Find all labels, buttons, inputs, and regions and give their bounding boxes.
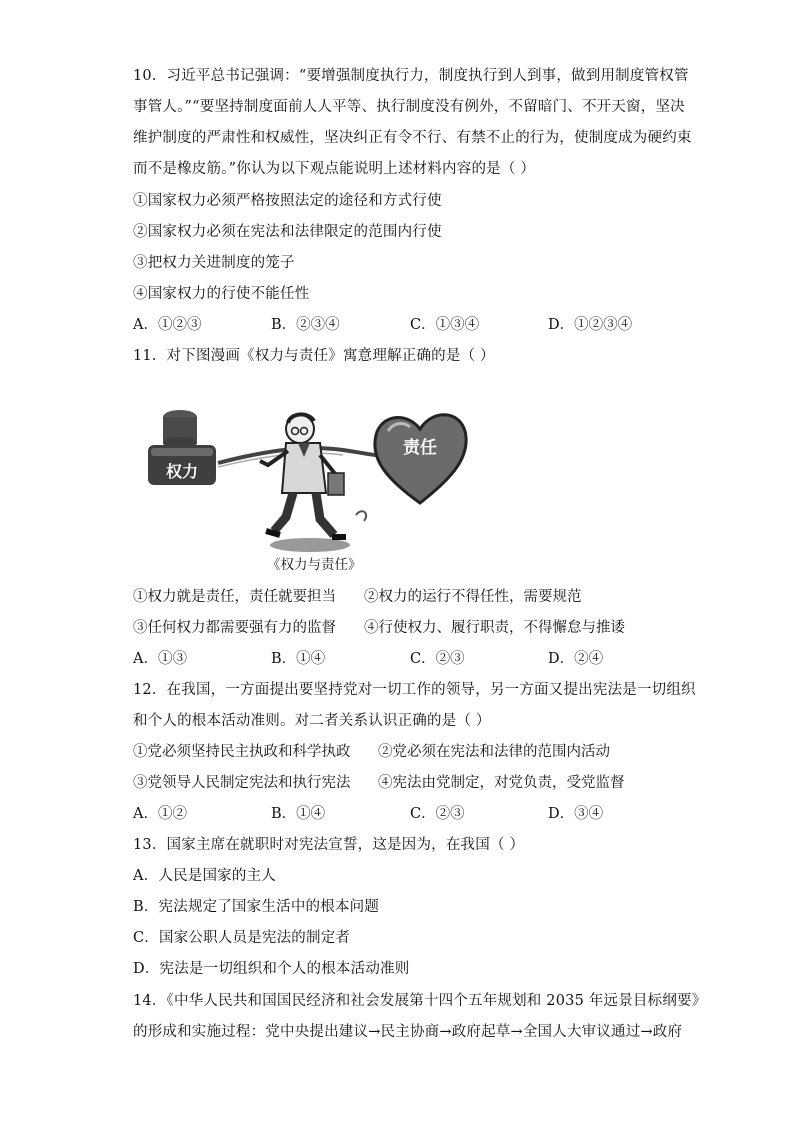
q12-choice-c: C．②③ (410, 806, 465, 822)
q12-statement-1: ①党必须坚持民主执政和科学执政 (133, 744, 351, 760)
q12-stem-line-1: 12．在我国，一方面提出要坚持党对一切工作的领导，另一方面又提出宪法是一切组织 (133, 682, 696, 698)
q12-choice-d: D．③④ (548, 806, 604, 822)
q10-statement-4: ④国家权力的行使不能任性 (133, 286, 310, 302)
q10-choice-a: A．①②③ (133, 317, 202, 333)
q10-choice-d: D．①②③④ (548, 317, 633, 333)
q12-choice-b: B．①④ (271, 806, 326, 822)
q11-choice-a: A．①③ (133, 651, 187, 667)
q12-stem-line-2: 和个人的根本活动准则。对二者关系认识正确的是（ ） (133, 713, 491, 729)
q12-statement-4: ④宪法由党制定，对党负责，受党监督 (378, 775, 625, 791)
q10-stem-line-3: 维护制度的严肃性和权威性，坚决纠正有令不行、有禁不止的行为，使制度成为硬约束 (133, 130, 692, 146)
q10-choice-c: C．①③④ (410, 317, 480, 333)
q14-stem-line-1: 14．《中华人民共和国国民经济和社会发展第十四个五年规划和 2035 年远景目标纲要》 (133, 993, 707, 1009)
power-and-responsibility-cartoon (148, 395, 478, 555)
q11-choice-c: C．②③ (410, 651, 465, 667)
q13-option-b: B．宪法规定了国家生活中的根本问题 (133, 899, 380, 915)
q11-statement-2: ②权力的运行不得任性，需要规范 (364, 589, 582, 605)
responsibility-label: 责任 (403, 438, 437, 458)
q11-choice-d: D．②④ (548, 651, 604, 667)
q12-statement-3: ③党领导人民制定宪法和执行宪法 (133, 775, 351, 791)
q13-option-d: D．宪法是一切组织和个人的根本活动准则 (133, 961, 410, 977)
q11-choice-b: B．①④ (271, 651, 326, 667)
q11-statement-1: ①权力就是责任，责任就要担当 (133, 589, 336, 605)
q10-statement-2: ②国家权力必须在宪法和法律限定的范围内行使 (133, 224, 442, 240)
q11-stem: 11．对下图漫画《权力与责任》寓意理解正确的是（ ） (133, 348, 495, 364)
responsibility-heart-icon (375, 415, 466, 503)
q12-choice-a: A．①② (133, 806, 187, 822)
power-label: 权力 (165, 462, 199, 481)
q10-stem-line-1: 10．习近平总书记强调：“要增强制度执行力，制度执行到人到事，做到用制度管权管 (133, 68, 689, 84)
q14-stem-line-2: 的形成和实施过程：党中央提出建议→民主协商→政府起草→全国人大审议通过→政府 (133, 1024, 683, 1040)
q12-statement-2: ②党必须在宪法和法律的范围内活动 (378, 744, 610, 760)
q10-choice-b: B．②③④ (271, 317, 340, 333)
q13-option-a: A．人民是国家的主人 (133, 868, 276, 884)
q10-stem-line-4: 而不是橡皮筋。”你认为以下观点能说明上述材料内容的是（ ） (133, 161, 536, 177)
q13-stem: 13．国家主席在就职时对宪法宣誓，这是因为，在我国（ ） (133, 837, 525, 853)
cartoon-caption: 《权力与责任》 (267, 557, 362, 573)
official-figure-icon (260, 414, 366, 552)
q13-option-c: C．国家公职人员是宪法的制定者 (133, 930, 351, 946)
q11-statement-4: ④行使权力、履行职责，不得懈怠与推诿 (364, 620, 625, 636)
q10-stem-line-2: 事管人。”“要坚持制度面前人人平等、执行制度没有例外，不留暗门、不开天窗，坚决 (133, 99, 685, 115)
q10-statement-1: ①国家权力必须严格按照法定的途径和方式行使 (133, 193, 442, 209)
q11-statement-3: ③任何权力都需要强有力的监督 (133, 620, 336, 636)
q10-statement-3: ③把权力关进制度的笼子 (133, 255, 295, 271)
